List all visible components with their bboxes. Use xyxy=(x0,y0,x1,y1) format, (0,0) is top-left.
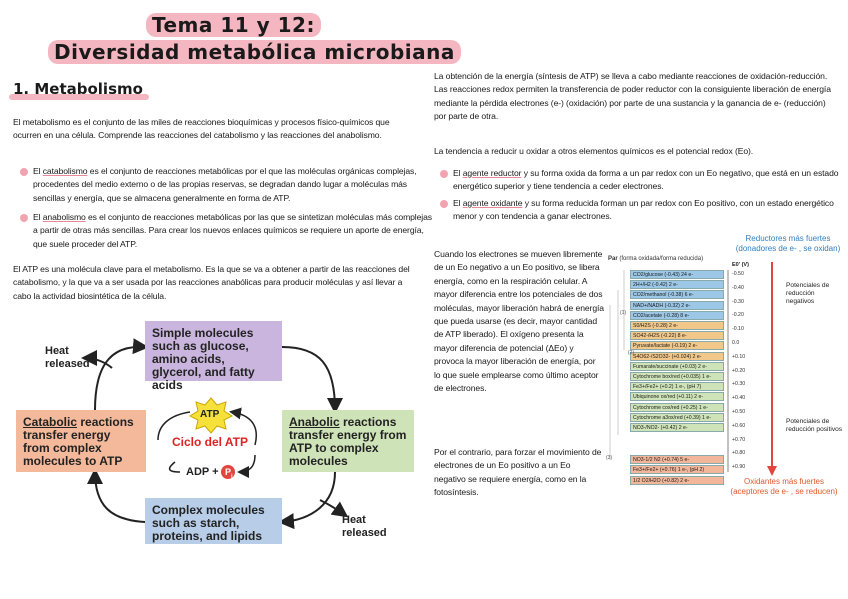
tick-label: +0.70 xyxy=(732,436,746,443)
redox-pair: Cytochrome a3ox/red (+0.39) 1 e- xyxy=(630,413,724,422)
atp-paragraph: El ATP es una molécula clave para el metabolismo. Es la que se va a obtener a partir de las reacciones del catabolismo, y la que va a ser usada por las reacciones anabólicas para producir moléculas y así llevar a cabo la actividad biosintética de la célula. xyxy=(13,264,410,301)
section-heading: 1. Metabolismo xyxy=(13,80,143,98)
redox-potential-paragraph: La tendencia a reducir u oxidar a otros elementos químicos es el potencial redox (Eo). xyxy=(434,146,754,156)
tick-label: +0.60 xyxy=(732,422,746,429)
tick-label: +0.50 xyxy=(732,409,746,415)
tick-label: -0.30 xyxy=(732,298,744,305)
redox-pair: 1/2 O2/H2O (+0.82) 2 e- xyxy=(630,476,724,485)
redox-pair: Cytochrome box/red (+0.035) 1 e- xyxy=(630,372,724,381)
bullet-reducing-agent: El agente reductor y su forma oxida da forma a un par redox con un Eo negativo, que está en un estado energético superior y tiene tendencia a ceder electrones. xyxy=(438,167,848,194)
bullet-dot xyxy=(440,200,448,208)
tick-label: +0.10 xyxy=(732,353,746,360)
atp-label: ATP xyxy=(200,409,220,420)
redox-pair: NO3-1/2 N2 (+0.74) 5 e- xyxy=(630,455,724,464)
redox-pair: Fumarate/succinate (+0.03) 2 e- xyxy=(630,362,724,371)
tick-label: -0.40 xyxy=(732,284,744,291)
title-line-1: Tema 11 y 12: xyxy=(146,13,321,37)
redox-pair: CO2/glucose (-0.43) 24 e- xyxy=(630,270,724,279)
redox-pair: NAD+/NADH (-0.32) 2 e- xyxy=(630,301,724,310)
tick-label: -0.10 xyxy=(732,326,744,333)
tick-label: +0.80 xyxy=(732,450,746,457)
strong-oxidants-label: Oxidantes más fuertes (aceptores de e- , se reducen) xyxy=(730,477,838,496)
redox-pair: S0/H2S (-0.28) 2 e- xyxy=(630,321,724,330)
redox-pair: 2H+/H2 (-0.42) 2 e- xyxy=(630,280,724,289)
negative-potentials-label: Potenciales de reducción negativos xyxy=(786,282,830,305)
redox-tower-figure xyxy=(604,230,844,505)
tick-label: 0.0 xyxy=(732,340,740,346)
simple-molecules-box: Simple molecules such as glucose, amino acids, glycerol, and fatty acids xyxy=(145,321,282,381)
redox-pair: S4O62-/S2O32- (+0.024) 2 e- xyxy=(630,352,724,361)
redox-pair: CO2/acetate (-0.28) 8 e- xyxy=(630,311,724,320)
bullet-dot xyxy=(440,170,448,178)
complex-molecules-box: Complex molecules such as starch, proteins, and lipids xyxy=(145,498,282,544)
photosynthesis-paragraph: Por el contrario, para forzar el movimiento de electrones de un Eo positivo a un Eo negativo se requiere energía, como en la fotosíntesis. xyxy=(434,447,602,498)
redox-pair: CO2/methanol (-0.38) 6 e- xyxy=(630,290,724,299)
anabolic-box: Anabolic reactions transfer energy from ATP to complex molecules xyxy=(282,410,414,472)
redox-pair: Cytochrome cox/red (+0.25) 1 e- xyxy=(630,403,724,412)
bullet-catabolism: El catabolismo es el conjunto de reacciones metabólicas por el que las moléculas orgánicas complejas, procedentes del medio externo o de las propias reservas, se degradan dando lugar a moléculas más sencillas y energía, que se almacena generalmente en forma de ATP. xyxy=(18,165,433,205)
redox-pair: Fe3+/Fe2+ (+0.2) 1 e-, (pH 7) xyxy=(630,382,724,391)
tick-label: -0.20 xyxy=(732,312,744,319)
strong-reducers-label: Reductores más fuertes (donadores de e- , se oxidan) xyxy=(735,234,841,253)
tick-label: -0.50 xyxy=(732,271,744,277)
positive-potentials-label: Potenciales de reducción positivos xyxy=(786,418,843,433)
pair-header: Par (forma oxidada/forma reducida) xyxy=(608,256,704,262)
tick-label: +0.30 xyxy=(732,381,746,388)
phosphate-label: $P_i$ xyxy=(225,467,233,480)
redox-pair: Fe3+/Fe2+ (+0.76) 1 e-, (pH 2) xyxy=(630,465,724,474)
title-line-2: Diversidad metabólica microbiana xyxy=(48,40,461,64)
redox-pair: Pyruvate/lactate (-0.19) 2 e- xyxy=(630,341,724,350)
bullet-oxidizing-agent: El agente oxidante y su forma reducida forman un par redox con Eo positivo, con un estado energético menor y con tendencia a ganar electrones. xyxy=(438,197,848,224)
electron-flow-paragraph: Cuando los electrones se mueven libremente de un Eo negativo a un Eo positivo, se libera energía, como en la respiración celular. A mayor diferencia entre los potenciales de dos moléculas, mayor liberación habrá de energía que pueda usarse (es decir, mayor cantidad de ATP liberado). El oxígeno presenta la mayor diferencia de potencial (ΔEo) y provoca la mayor liberación de energía, por lo que suele emplearse como último aceptor de electrones. xyxy=(434,249,604,394)
redox-pair: Ubiquinone ox/red (+0.11) 2 e- xyxy=(630,392,724,401)
atp-cycle-label: Ciclo del ATP xyxy=(172,435,249,449)
tick-label: +0.20 xyxy=(732,367,746,374)
redox-paragraph: La obtención de la energía (síntesis de ATP) se lleva a cabo mediante reacciones de oxidación-reducción. Las reacciones redox permiten la transferencia de poder reductor con la consiguiente liberación de energía mediante la pérdida electrones (e-) (oxidación) por parte de una sustancia y la ganancia de e- (reducción) por parte de otra. xyxy=(434,71,831,122)
catabolic-box: Catabolic reactions transfer energy from complex molecules to ATP xyxy=(16,410,146,472)
e0-header: E0' (V) xyxy=(732,262,749,268)
tick-label: +0.90 xyxy=(732,464,746,471)
bracket-mark: (2) xyxy=(628,350,635,356)
down-arrow-head xyxy=(767,466,777,476)
adp-label: ADP + xyxy=(186,466,219,478)
redox-pair: SO42-/H2S (-0.22) 8 e- xyxy=(630,331,724,340)
bracket-mark: (3) xyxy=(606,455,613,461)
bracket-mark: (1) xyxy=(620,310,627,316)
tick-label: +0.40 xyxy=(732,395,746,402)
heat-released-top: Heat released xyxy=(45,345,90,370)
intro-paragraph: El metabolismo es el conjunto de las miles de reacciones bioquímicas y procesos físico-químicos que ocurren en una célula. Comprende las reacciones del catabolismo y las reacciones del anabolismo. xyxy=(13,117,390,141)
redox-pair: NO3-/NO2- (+0.42) 2 e- xyxy=(630,423,724,432)
bullet-anabolism: El anabolismo es el conjunto de reacciones metabólicas por las que se sintetizan moléculas más complejas a partir de otras más sencillas. Para crear los nuevos enlaces químicos se requiere un aporte de energía, que suele proceder del ATP. xyxy=(18,211,433,251)
heat-released-bottom: Heat released xyxy=(342,514,387,539)
